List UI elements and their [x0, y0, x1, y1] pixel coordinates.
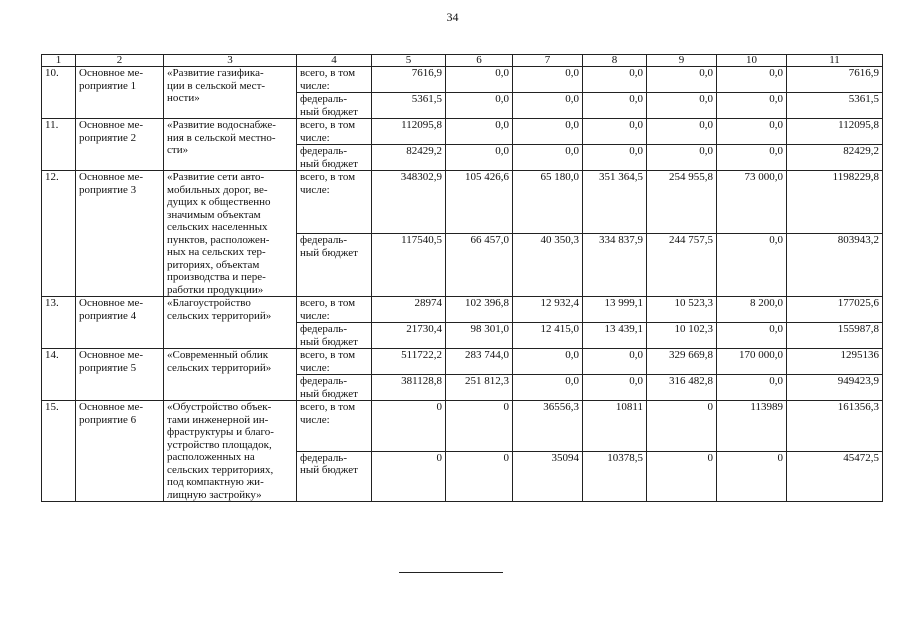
row-number: 11. [42, 119, 76, 171]
amount-cell: 0,0 [717, 375, 787, 401]
amount-cell: 251 812,3 [446, 375, 513, 401]
amount-cell: 0,0 [513, 67, 583, 93]
amount-cell: 244 757,5 [647, 234, 717, 297]
row-number: 10. [42, 67, 76, 119]
amount-cell: 8 200,0 [717, 297, 787, 323]
column-number: 9 [647, 55, 717, 67]
amount-cell: 105 426,6 [446, 171, 513, 234]
program-name: «Благоустройство сельских территорий» [164, 297, 297, 349]
column-number: 3 [164, 55, 297, 67]
funding-source: всего, в том числе: [297, 401, 372, 452]
amount-cell: 0 [446, 451, 513, 502]
amount-cell: 7616,9 [787, 67, 883, 93]
table-row [42, 349, 883, 375]
table-body [42, 55, 883, 502]
amount-cell: 0,0 [717, 323, 787, 349]
table-row [42, 67, 883, 93]
column-number: 4 [297, 55, 372, 67]
amount-cell: 803943,2 [787, 234, 883, 297]
amount-cell: 12 932,4 [513, 297, 583, 323]
amount-cell: 0,0 [583, 119, 647, 145]
amount-cell: 21730,4 [372, 323, 446, 349]
amount-cell: 0,0 [583, 349, 647, 375]
program-name: «Развитие сети авто- мобильных дорог, ве- дущих к общественно значимым объектам сельских населенных пунктов, расположен- ных на сельских тер- риториях, объектам производства и пере- работки продукции» [164, 171, 297, 297]
amount-cell: 13 999,1 [583, 297, 647, 323]
amount-cell: 161356,3 [787, 401, 883, 452]
amount-cell: 10378,5 [583, 451, 647, 502]
amount-cell: 0,0 [513, 93, 583, 119]
program-name: «Развитие газифика- ции в сельской мест- ности» [164, 67, 297, 119]
program-name: «Современный облик сельских территорий» [164, 349, 297, 401]
amount-cell: 28974 [372, 297, 446, 323]
amount-cell: 113989 [717, 401, 787, 452]
column-number: 8 [583, 55, 647, 67]
event-name: Основное ме- роприятие 4 [76, 297, 164, 349]
funding-source: всего, в том числе: [297, 171, 372, 234]
amount-cell: 0 [717, 451, 787, 502]
amount-cell: 348302,9 [372, 171, 446, 234]
funding-source: всего, в том числе: [297, 349, 372, 375]
funding-source: федераль- ный бюджет [297, 375, 372, 401]
table-row [42, 171, 883, 234]
funding-source: всего, в том числе: [297, 119, 372, 145]
funding-source: федераль- ный бюджет [297, 145, 372, 171]
funding-source: федераль- ный бюджет [297, 93, 372, 119]
amount-cell: 82429,2 [787, 145, 883, 171]
amount-cell: 0,0 [583, 67, 647, 93]
amount-cell: 117540,5 [372, 234, 446, 297]
amount-cell: 0,0 [446, 145, 513, 171]
column-number: 7 [513, 55, 583, 67]
amount-cell: 155987,8 [787, 323, 883, 349]
amount-cell: 45472,5 [787, 451, 883, 502]
amount-cell: 0,0 [717, 119, 787, 145]
amount-cell: 0,0 [647, 67, 717, 93]
table-row [42, 297, 883, 323]
amount-cell: 351 364,5 [583, 171, 647, 234]
amount-cell: 98 301,0 [446, 323, 513, 349]
amount-cell: 36556,3 [513, 401, 583, 452]
amount-cell: 0,0 [583, 145, 647, 171]
amount-cell: 170 000,0 [717, 349, 787, 375]
amount-cell: 316 482,8 [647, 375, 717, 401]
amount-cell: 329 669,8 [647, 349, 717, 375]
amount-cell: 0,0 [446, 93, 513, 119]
amount-cell: 40 350,3 [513, 234, 583, 297]
amount-cell: 1198229,8 [787, 171, 883, 234]
column-number: 1 [42, 55, 76, 67]
amount-cell: 0 [647, 451, 717, 502]
amount-cell: 0,0 [717, 93, 787, 119]
amount-cell: 0,0 [717, 145, 787, 171]
amount-cell: 511722,2 [372, 349, 446, 375]
amount-cell: 13 439,1 [583, 323, 647, 349]
column-number: 2 [76, 55, 164, 67]
amount-cell: 0 [446, 401, 513, 452]
amount-cell: 254 955,8 [647, 171, 717, 234]
amount-cell: 102 396,8 [446, 297, 513, 323]
amount-cell: 0 [647, 401, 717, 452]
program-name: «Развитие водоснабже- ния в сельской местно- сти» [164, 119, 297, 171]
amount-cell: 0,0 [583, 93, 647, 119]
event-name: Основное ме- роприятие 1 [76, 67, 164, 119]
amount-cell: 177025,6 [787, 297, 883, 323]
column-number: 10 [717, 55, 787, 67]
amount-cell: 5361,5 [787, 93, 883, 119]
funding-source: всего, в том числе: [297, 67, 372, 93]
funding-source: федераль- ный бюджет [297, 323, 372, 349]
funding-source: федераль- ный бюджет [297, 234, 372, 297]
amount-cell: 1295136 [787, 349, 883, 375]
amount-cell: 0,0 [513, 349, 583, 375]
column-number: 11 [787, 55, 883, 67]
page-number: 34 [446, 10, 459, 24]
amount-cell: 0,0 [446, 67, 513, 93]
funding-source: всего, в том числе: [297, 297, 372, 323]
row-number: 15. [42, 401, 76, 502]
amount-cell: 7616,9 [372, 67, 446, 93]
program-name: «Обустройство объек- тами инженерной ин- фраструктуры и благо- устройство площадок, расположенных на сельских территориях, под компактную жи- лищную застройку» [164, 401, 297, 502]
amount-cell: 10811 [583, 401, 647, 452]
amount-cell: 0 [372, 401, 446, 452]
event-name: Основное ме- роприятие 6 [76, 401, 164, 502]
column-number-row [42, 55, 883, 67]
table-row [42, 119, 883, 145]
budget-table [41, 54, 883, 502]
amount-cell: 65 180,0 [513, 171, 583, 234]
amount-cell: 0,0 [647, 119, 717, 145]
row-number: 14. [42, 349, 76, 401]
footnote-rule [399, 572, 503, 573]
amount-cell: 334 837,9 [583, 234, 647, 297]
amount-cell: 283 744,0 [446, 349, 513, 375]
column-number: 5 [372, 55, 446, 67]
amount-cell: 0,0 [513, 119, 583, 145]
amount-cell: 0,0 [513, 145, 583, 171]
amount-cell: 112095,8 [787, 119, 883, 145]
amount-cell: 0,0 [717, 234, 787, 297]
amount-cell: 0,0 [513, 375, 583, 401]
amount-cell: 82429,2 [372, 145, 446, 171]
amount-cell: 949423,9 [787, 375, 883, 401]
amount-cell: 0,0 [717, 67, 787, 93]
amount-cell: 10 523,3 [647, 297, 717, 323]
amount-cell: 0,0 [647, 145, 717, 171]
amount-cell: 381128,8 [372, 375, 446, 401]
event-name: Основное ме- роприятие 3 [76, 171, 164, 297]
amount-cell: 10 102,3 [647, 323, 717, 349]
event-name: Основное ме- роприятие 5 [76, 349, 164, 401]
amount-cell: 0,0 [583, 375, 647, 401]
amount-cell: 12 415,0 [513, 323, 583, 349]
funding-source: федераль- ный бюджет [297, 451, 372, 502]
event-name: Основное ме- роприятие 2 [76, 119, 164, 171]
row-number: 13. [42, 297, 76, 349]
amount-cell: 0,0 [647, 93, 717, 119]
row-number: 12. [42, 171, 76, 297]
column-number: 6 [446, 55, 513, 67]
amount-cell: 112095,8 [372, 119, 446, 145]
table-row [42, 401, 883, 452]
amount-cell: 66 457,0 [446, 234, 513, 297]
amount-cell: 73 000,0 [717, 171, 787, 234]
amount-cell: 5361,5 [372, 93, 446, 119]
amount-cell: 0,0 [446, 119, 513, 145]
amount-cell: 0 [372, 451, 446, 502]
amount-cell: 35094 [513, 451, 583, 502]
